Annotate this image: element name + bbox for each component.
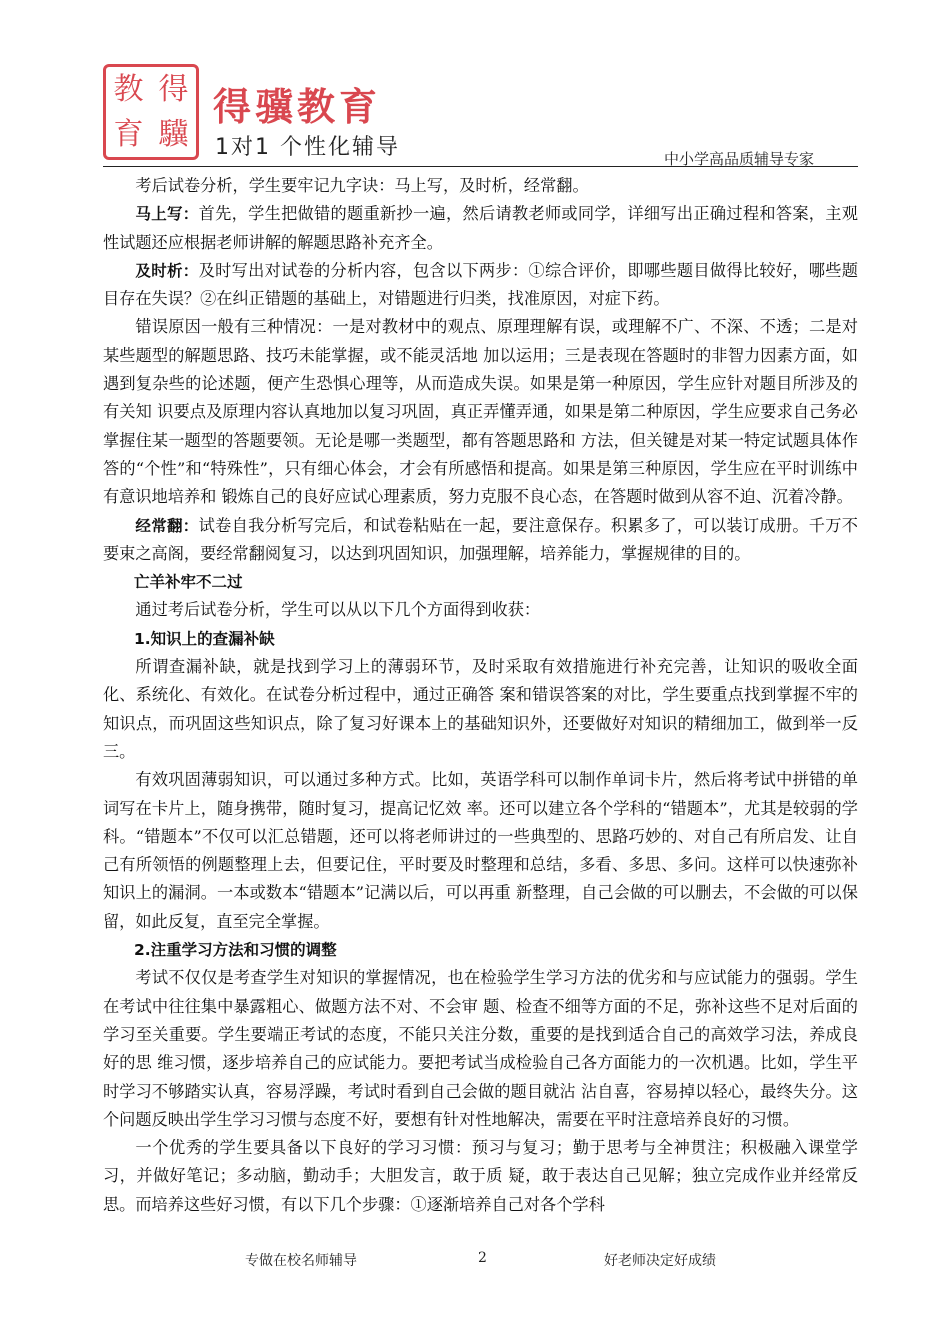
- paragraph: [103, 257, 858, 314]
- paragraph: 错误原因一般有三种情况：一是对教材中的观点、原理理解有误，或理解不广、不深、不透；二是对某些题型的解题思路、技巧未能掌握，或不能灵活地 加以运用；三是表现在答题时的非智力因素方面，如遇到复杂些的论述题，便产生恐惧心理等，从而造成失误。如果是第一种原因，学生应针对题目所涉及的有关知 识要点及原理内容认真地加以复习巩固，真正弄懂弄通，如果是第二种原因，学生应要求自己务必掌握住某一题型的答题要领。无论是哪一类题型，都有答题思路和 方法，但关键是对某一特定试题具体作答的“个性”和“特殊性”，只有细心体会，才会有所感悟和提高。如果是第三种原因，学生应在平时训练中有意识地培养和 锻炼自己的良好应试心理素质，努力克服不良心态，在答题时做到从容不迫、沉着冷静。: [103, 317, 858, 507]
- brand-name: 得骥教育: [213, 85, 382, 129]
- paragraph: 所谓查漏补缺，就是找到学习上的薄弱环节，及时采取有效措施进行补充完善，让知识的吸收全面化、系统化、有效化。在试卷分析过程中，通过正确答 案和错误答案的对比，学生要重点找到掌握不牢的知识点，而巩固这些知识点，除了复习好课本上的基础知识外，还要做好对知识的精细加工，做到举一反三。: [103, 657, 858, 761]
- footer-left: 专做在校名师辅导: [245, 1253, 357, 1269]
- section-heading: 2.注重学习方法和习惯的调整: [134, 941, 337, 960]
- header-divider: [103, 166, 858, 167]
- term-label: 经常翻：: [135, 516, 199, 535]
- logo-char: 教: [113, 71, 144, 107]
- paragraph-text: 及时写出对试卷的分析内容，包含以下两步：①综合评价，即哪些题目做得比较好，哪些题目存在失误？②在纠正错题的基础上，对错题进行归类，找准原因，对症下药。: [103, 260, 858, 309]
- brand-slogan: 1对1 个性化辅导: [215, 135, 400, 160]
- paragraph: 考试不仅仅是考查学生对知识的掌握情况，也在检验学生学习方法的优劣和与应试能力的强弱。学生在考试中往往集中暴露粗心、做题方法不对、不会审 题、检查不细等方面的不足，弥补这些不足对后面的学习至关重要。学生要端正考试的态度，不能只关注分数，重要的是找到适合自己的高效学习法，养成良好的思 维习惯，逐步培养自己的应试能力。要把考试当成检验自己各方面能力的一次机遇。比如，学生平时学习不够踏实认真，容易浮躁，考试时看到自己会做的题目就沾 沾自喜，容易掉以轻心，最终失分。这个问题反映出学生学习习惯与态度不好，要想有针对性地解决，需要在平时注意培养良好的习惯。: [103, 968, 858, 1129]
- paragraph: 考后试卷分析，学生要牢记九字诀：马上写，及时析，经常翻。: [135, 176, 589, 195]
- paragraph: 通过考后试卷分析，学生可以从以下几个方面得到收获：: [135, 600, 541, 620]
- logo-char: 得: [158, 71, 189, 107]
- paragraph: 一个优秀的学生要具备以下良好的学习习惯：预习与复习；勤于思考与全神贯注；积极融入课堂学习，并做好笔记；多动脑，勤动手；大胆发言，敢于质 疑，敢于表达自己见解；独立完成作业并经常反思。而培养这些好习惯，有以下几个步骤：①逐渐培养自己对各个学科: [103, 1138, 858, 1214]
- paragraph: 有效巩固薄弱知识，可以通过多种方式。比如，英语学科可以制作单词卡片，然后将考试中拼错的单词写在卡片上，随身携带，随时复习，提高记忆效 率。还可以建立各个学科的“错题本”，尤其是较弱的学科。“错题本”不仅可以汇总错题，还可以将老师讲过的一些典型的、思路巧妙的、对自己有所启发、让自 己有所领悟的例题整理上去，但要记住，平时要及时整理和总结，多看、多思、多问。这样可以快速弥补知识上的漏洞。一本或数本“错题本”记满以后，可以再重 新整理，自己会做的可以删去，不会做的可以保留，如此反复，直至完全掌握。: [103, 770, 858, 931]
- paragraph-text: 首先，学生把做错的题重新抄一遍，然后请教老师或同学，详细写出正确过程和答案，主观性试题还应根据老师讲解的解题思路补充齐全。: [103, 204, 858, 252]
- logo-char: 育: [113, 116, 144, 152]
- page-number: 2: [478, 1250, 487, 1266]
- paragraph: [103, 200, 858, 257]
- term-label: 及时析：: [135, 261, 199, 280]
- document-body: [103, 172, 858, 1219]
- section-heading: 1.知识上的查漏补缺: [134, 629, 275, 648]
- header-tagline: 中小学高品质辅导专家: [663, 150, 814, 168]
- paragraph-text: 试卷自我分析写完后，和试卷粘贴在一起，要注意保存。积累多了，可以装订成册。千万不要束之高阁，要经常翻阅复习，以达到巩固知识，加强理解，培养能力，掌握规律的目的。: [103, 515, 858, 563]
- section-heading: 亡羊补牢不二过: [134, 573, 243, 592]
- page-header: [103, 64, 858, 168]
- term-label: 马上写：: [135, 205, 199, 224]
- paragraph: [103, 512, 858, 569]
- logo-seal: [103, 64, 199, 160]
- logo-char: 驥: [158, 116, 189, 152]
- footer-right: 好老师决定好成绩: [604, 1253, 716, 1269]
